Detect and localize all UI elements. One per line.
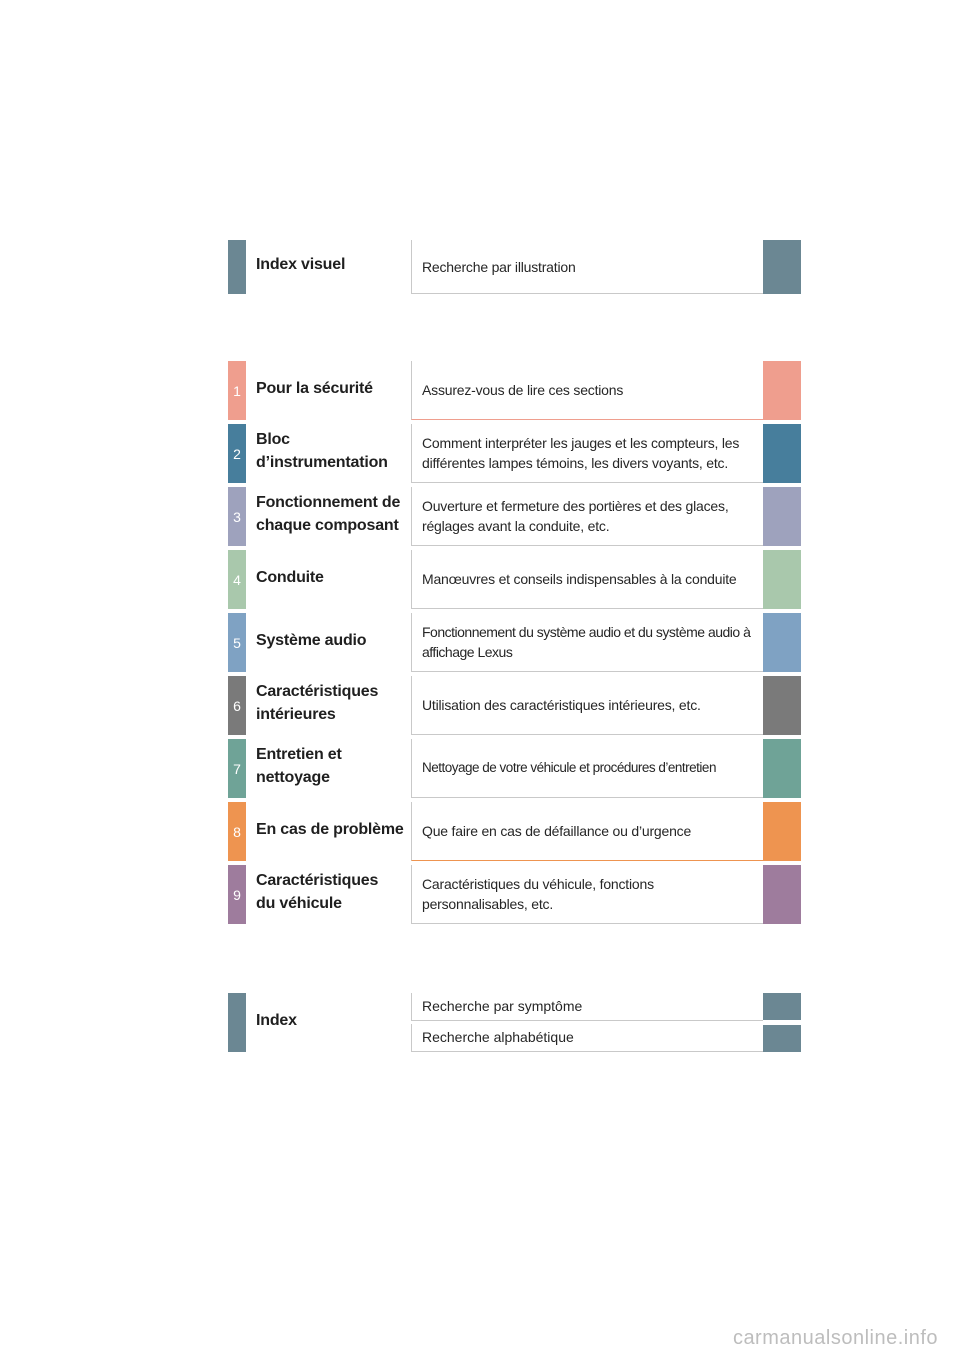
section-row-7[interactable] — [228, 739, 801, 798]
index-row — [228, 993, 801, 1052]
section-title-9: Caractéristiques du véhicule — [256, 872, 379, 912]
alphabetical-search-link[interactable]: Recherche alphabétique — [411, 1024, 763, 1052]
section-edge-tab-7 — [763, 739, 801, 798]
visual-index-title: Index visuel — [256, 256, 346, 273]
section-tab-6: 6 — [228, 676, 246, 735]
section-tab-2: 2 — [228, 424, 246, 483]
section-title-5: Système audio — [256, 632, 367, 649]
section-description-9: Caractéristiques du véhicule, fonctions personnalisables, etc. — [411, 865, 763, 924]
section-edge-tab-8 — [763, 802, 801, 861]
section-title-3: Fonctionnement de chaque composant — [256, 494, 401, 534]
section-row-6[interactable] — [228, 676, 801, 735]
index-tab — [228, 993, 246, 1052]
section-row-1[interactable] — [228, 361, 801, 420]
section-tab-5: 5 — [228, 613, 246, 672]
section-description-8: Que faire en cas de défaillance ou d’urgence — [411, 802, 763, 861]
section-tab-1: 1 — [228, 361, 246, 420]
section-description-6: Utilisation des caractéristiques intérieures, etc. — [411, 676, 763, 735]
section-description-1: Assurez-vous de lire ces sections — [411, 361, 763, 420]
section-tab-4: 4 — [228, 550, 246, 609]
section-edge-tab-9 — [763, 865, 801, 924]
watermark: carmanualsonline.info — [732, 1327, 938, 1349]
visual-index-description: Recherche par illustration — [411, 240, 763, 294]
section-title-4: Conduite — [256, 569, 324, 586]
visual-index-edge-tab — [763, 240, 801, 294]
section-tab-8: 8 — [228, 802, 246, 861]
section-edge-tab-4 — [763, 550, 801, 609]
section-title-8: En cas de problème — [256, 821, 404, 838]
visual-index-row[interactable] — [228, 240, 801, 294]
section-row-9[interactable] — [228, 865, 801, 924]
section-title-6: Caractéristiques intérieures — [256, 683, 379, 723]
section-description-4: Manœuvres et conseils indispensables à la conduite — [411, 550, 763, 609]
section-row-8[interactable] — [228, 802, 801, 861]
section-edge-tab-2 — [763, 424, 801, 483]
section-edge-tab-3 — [763, 487, 801, 546]
section-row-3[interactable] — [228, 487, 801, 546]
index-title: Index — [256, 1012, 297, 1029]
section-description-2: Comment interpréter les jauges et les compteurs, les différentes lampes témoins, les divers voyants, etc. — [411, 424, 763, 483]
section-row-4[interactable] — [228, 550, 801, 609]
section-edge-tab-5 — [763, 613, 801, 672]
alphabetical-search-edge-tab — [763, 1025, 801, 1052]
section-edge-tab-6 — [763, 676, 801, 735]
visual-index-tab — [228, 240, 246, 294]
section-tab-7: 7 — [228, 739, 246, 798]
symptom-search-link[interactable]: Recherche par symptôme — [411, 993, 763, 1021]
section-description-5: Fonctionnement du système audio et du système audio à affichage Lexus — [411, 613, 763, 672]
section-title-7: Entretien et nettoyage — [256, 746, 342, 786]
section-tab-3: 3 — [228, 487, 246, 546]
section-edge-tab-1 — [763, 361, 801, 420]
section-description-3: Ouverture et fermeture des portières et des glaces, réglages avant la conduite, etc. — [411, 487, 763, 546]
section-description-7: Nettoyage de votre véhicule et procédures d’entretien — [411, 739, 763, 798]
section-row-2[interactable] — [228, 424, 801, 483]
section-tab-9: 9 — [228, 865, 246, 924]
symptom-search-edge-tab — [763, 993, 801, 1020]
section-row-5[interactable] — [228, 613, 801, 672]
section-title-2: Bloc d’instrumentation — [256, 431, 388, 471]
section-title-1: Pour la sécurité — [256, 380, 373, 397]
